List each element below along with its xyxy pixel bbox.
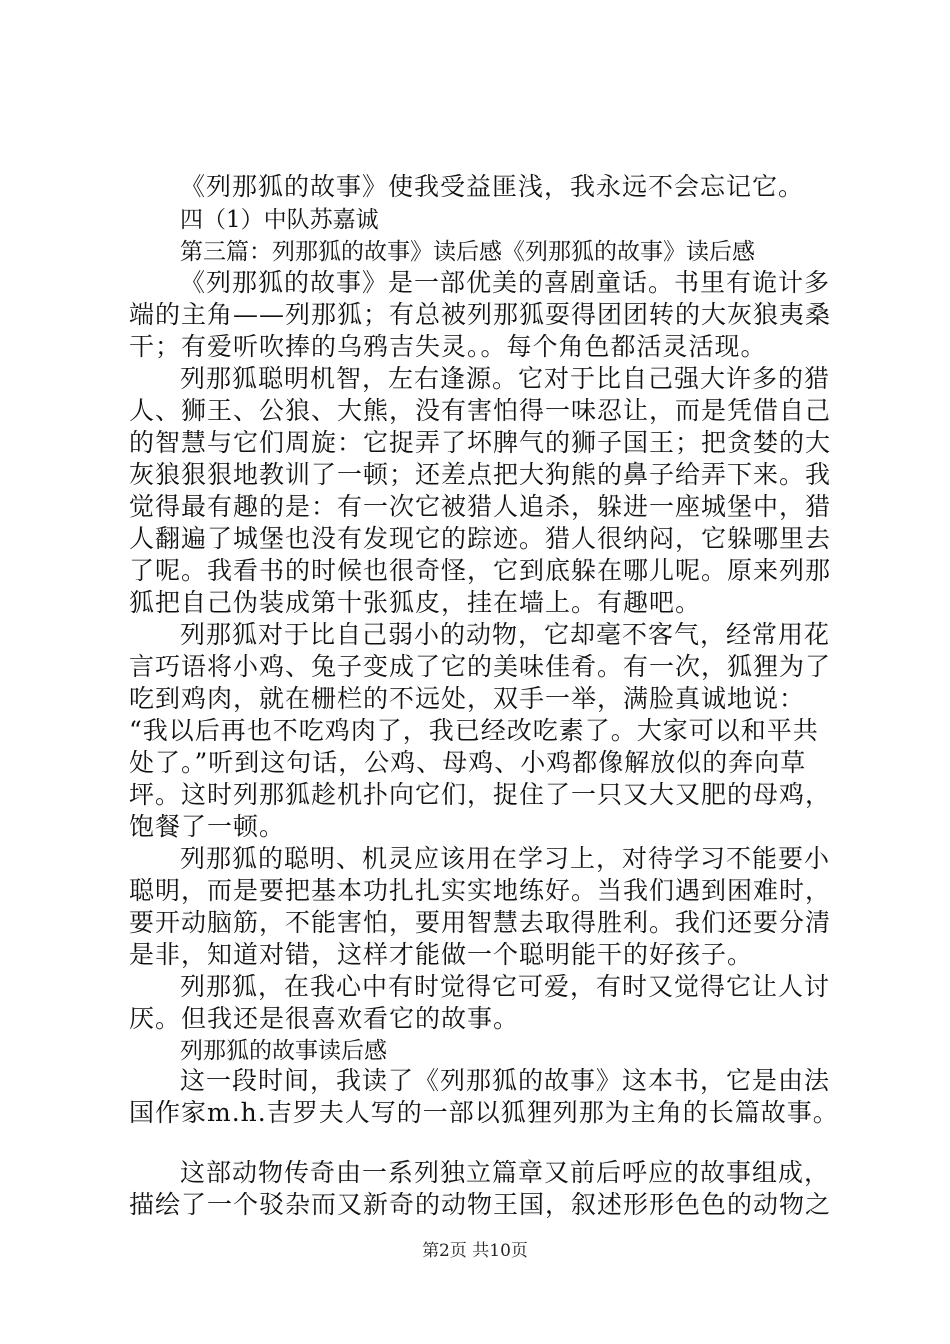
paragraph-line: 干；有爱听吹捧的乌鸦吉失灵。。每个角色都活灵活现。 [129,332,767,361]
paragraph-line: 国作家m.h.吉罗夫人写的一部以狐狸列那为主角的长篇故事。 [129,1098,839,1127]
paragraph-line: 这一段时间，我读了《列那狐的故事》这本书，它是由法 [180,1066,831,1095]
paragraph-line: “我以后再也不吃鸡肉了，我已经改吃素了。大家可以和平共 [129,716,819,745]
paragraph-line: 是非，知道对错，这样才能做一个聪明能干的好孩子。 [129,940,754,969]
paragraph-line: 《列那狐的故事》是一部优美的喜剧童话。书里有诡计多 [180,268,831,297]
paragraph-line: 描绘了一个驳杂而又新奇的动物王国，叙述形形色色的动物之 [129,1190,832,1219]
paragraph-line: 处了。”听到这句话，公鸡、母鸡、小鸡都像解放似的奔向草 [129,748,807,777]
paragraph-line: 人、狮王、公狼、大熊，没有害怕得一味忍让，而是凭借自己 [129,396,832,425]
paragraph-line: 这部动物传奇由一系列独立篇章又前后呼应的故事组成， [180,1158,831,1187]
paragraph-line: 觉得最有趣的是：有一次它被猎人追杀，躲进一座城堡中，猎 [129,492,832,521]
paragraph-line: 端的主角——列那狐；有总被列那狐耍得团团转的大灰狼夷桑 [129,300,832,329]
paragraph-line: 坪。这时列那狐趁机扑向它们，捉住了一只又大又肥的母鸡， [129,780,832,809]
paragraph-line: 人翻遍了城堡也没有发现它的踪迹。猎人很纳闷，它躲哪里去 [129,524,832,553]
paragraph-line: 饱餐了一顿。 [129,812,286,841]
author-line: 四（1）中队苏嘉诚 [180,207,379,233]
paragraph-line: 灰狼狠狠地教训了一顿；还差点把大狗熊的鼻子给弄下来。我 [129,460,832,489]
paragraph-line: 列那狐对于比自己弱小的动物，它却毫不客气，经常用花 [180,620,831,649]
paragraph-line: 列那狐聪明机智，左右逢源。它对于比自己强大许多的猎 [180,364,831,393]
paragraph-line: 言巧语将小鸡、兔子变成了它的美味佳肴。有一次，狐狸为了 [129,652,832,681]
paragraph-line: 列那狐，在我心中有时觉得它可爱，有时又觉得它让人讨 [180,972,831,1001]
page-number-footer: 第2页 共10页 [422,1241,528,1261]
section-heading: 列那狐的故事读后感 [180,1038,387,1064]
paragraph-line: 列那狐的聪明、机灵应该用在学习上，对待学习不能要小 [180,844,831,873]
paragraph-line: 了呢。我看书的时候也很奇怪，它到底躲在哪儿呢。原来列那 [129,556,832,585]
paragraph-line: 《列那狐的故事》使我受益匪浅，我永远不会忘记它。 [180,172,805,201]
paragraph-line: 要开动脑筋，不能害怕，要用智慧去取得胜利。我们还要分清 [129,908,832,937]
section-heading: 第三篇：列那狐的故事》读后感《列那狐的故事》读后感 [180,239,755,265]
paragraph-line: 狐把自己伪装成第十张狐皮，挂在墙上。有趣吧。 [129,588,702,617]
paragraph-line: 的智慧与它们周旋：它捉弄了坏脾气的狮子国王；把贪婪的大 [129,428,832,457]
paragraph-line: 厌。但我还是很喜欢看它的故事。 [129,1004,520,1033]
paragraph-line: 吃到鸡肉，就在栅栏的不远处，双手一举，满脸真诚地说： [129,684,806,713]
paragraph-line: 聪明，而是要把基本功扎扎实实地练好。当我们遇到困难时， [129,876,832,905]
